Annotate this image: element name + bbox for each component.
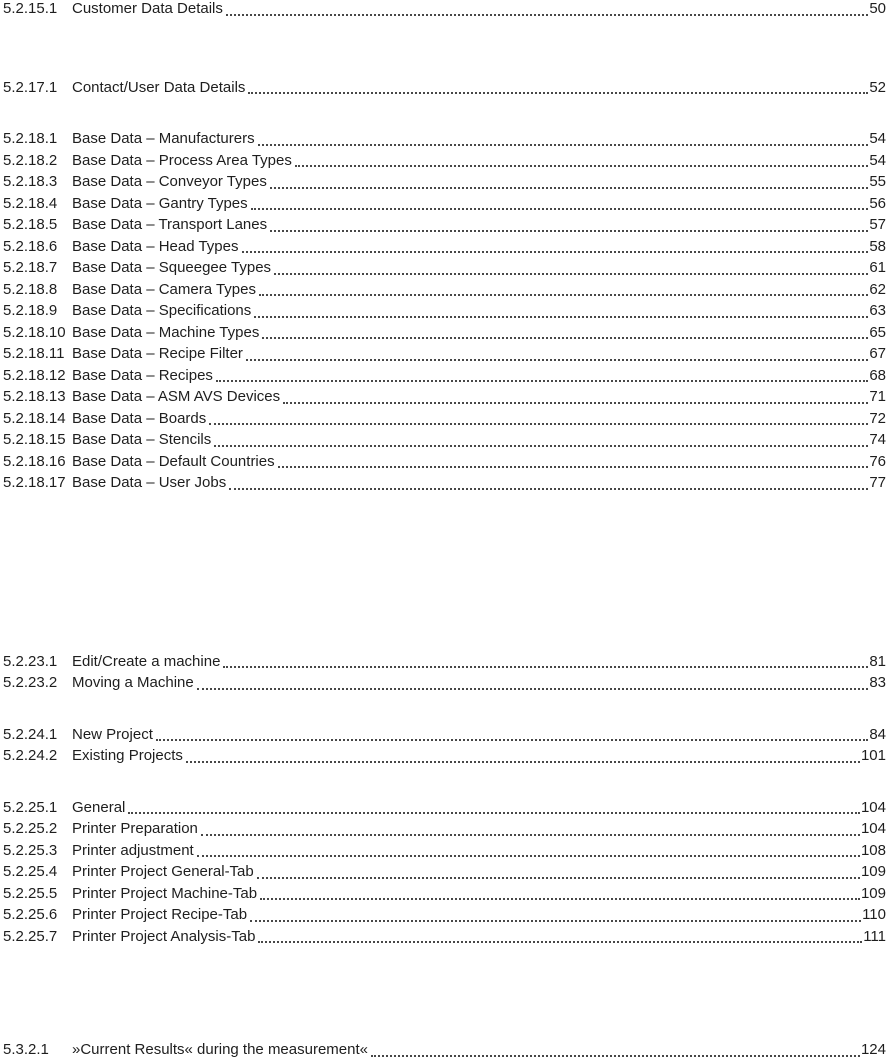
dot-leader — [270, 187, 868, 189]
toc-entry-page: 109 — [860, 863, 886, 880]
toc-entry-title: New Project — [72, 725, 153, 743]
toc-entry-page: 77 — [869, 474, 886, 491]
toc-entry-number: 5.2.18.17 — [3, 474, 66, 491]
dot-leader — [250, 920, 861, 922]
toc-entry-page: 62 — [869, 280, 886, 298]
toc-entry-title: Base Data – Machine Types — [72, 323, 260, 341]
toc-group — [3, 77, 886, 99]
dot-leader — [242, 251, 869, 253]
toc-entry[interactable] — [3, 797, 886, 819]
toc-entry-title: Edit/Create a machine — [72, 652, 221, 670]
dot-leader — [223, 666, 868, 668]
toc-entry-title: Base Data – Default Countries — [72, 452, 275, 470]
toc-entry-title: »Current Results« during the measurement« — [72, 1041, 368, 1058]
toc-entry-number: 5.2.18.13 — [3, 388, 66, 405]
toc-entry[interactable] — [3, 214, 886, 236]
toc-entry[interactable] — [3, 429, 886, 451]
toc-entry-page: 83 — [869, 674, 886, 691]
toc-entry[interactable] — [3, 745, 886, 767]
toc-entry[interactable] — [3, 236, 886, 258]
toc-entry-title: Printer Project General-Tab — [72, 863, 254, 880]
toc-entry[interactable] — [3, 77, 886, 99]
toc-entry-number: 5.2.18.10 — [3, 323, 66, 341]
toc-entry-number: 5.2.18.1 — [3, 130, 58, 147]
toc-entry-number: 5.2.25.1 — [3, 798, 58, 816]
toc-entry-title: Base Data – Stencils — [72, 431, 212, 448]
dot-leader — [295, 165, 868, 167]
dot-leader — [248, 92, 868, 94]
toc-entry-number: 5.2.25.2 — [3, 820, 58, 837]
toc-entry-page: 108 — [860, 841, 886, 859]
toc-entry-number: 5.2.18.5 — [3, 216, 58, 233]
toc-entry-page: 63 — [869, 302, 886, 319]
toc-entry[interactable] — [3, 1039, 886, 1061]
toc-group — [3, 1039, 886, 1061]
toc-entry[interactable] — [3, 171, 886, 193]
toc-entry-title: Base Data – Boards — [72, 409, 207, 427]
toc-entry-title: Base Data – Head Types — [72, 237, 239, 255]
toc-entry-number: 5.2.23.1 — [3, 652, 58, 670]
toc-entry-page: 110 — [862, 906, 886, 923]
toc-entry-page: 111 — [863, 927, 886, 945]
dot-leader — [270, 230, 868, 232]
dot-leader — [371, 1055, 860, 1057]
toc-entry-number: 5.2.18.9 — [3, 302, 58, 319]
toc-entry-title: Base Data – Specifications — [72, 302, 252, 319]
toc-entry-title: Base Data – Recipe Filter — [72, 345, 243, 362]
toc-entry-title: General — [72, 798, 126, 816]
toc-entry-title: Contact/User Data Details — [72, 78, 246, 96]
toc-entry[interactable] — [3, 343, 886, 365]
toc-entry-page: 61 — [869, 259, 886, 276]
toc-entry-number: 5.2.18.8 — [3, 280, 58, 298]
toc-entry[interactable] — [3, 926, 886, 948]
dot-leader — [214, 445, 868, 447]
toc-entry-page: 58 — [869, 237, 886, 255]
toc-entry-title: Printer Project Machine-Tab — [72, 884, 258, 902]
toc-entry-page: 109 — [860, 884, 886, 902]
toc-entry[interactable] — [3, 904, 886, 926]
dot-leader — [186, 761, 860, 763]
toc-entry-number: 5.2.25.7 — [3, 927, 58, 945]
toc-entry-title: Base Data – User Jobs — [72, 474, 227, 491]
dot-leader — [128, 812, 860, 814]
toc-entry-number: 5.2.18.3 — [3, 173, 58, 190]
toc-entry-title: Base Data – Recipes — [72, 366, 213, 384]
toc-entry-title: Printer adjustment — [72, 841, 194, 859]
toc-entry[interactable] — [3, 128, 886, 150]
toc-entry-page: 50 — [869, 0, 886, 17]
toc-entry-page: 54 — [869, 130, 886, 147]
toc-entry[interactable] — [3, 672, 886, 694]
dot-leader — [257, 877, 860, 879]
toc-entry-page: 52 — [869, 78, 886, 96]
dot-leader — [216, 380, 868, 382]
dot-leader — [226, 14, 868, 16]
toc-entry-page: 54 — [869, 151, 886, 169]
toc-entry[interactable] — [3, 861, 886, 883]
toc-entry-page: 124 — [860, 1041, 886, 1058]
toc-entry-number: 5.2.24.2 — [3, 747, 58, 764]
dot-leader — [278, 466, 869, 468]
toc-entry[interactable] — [3, 472, 886, 494]
dot-leader — [209, 423, 868, 425]
toc-entry-page: 67 — [869, 345, 886, 362]
toc-entry-number: 5.3.2.1 — [3, 1041, 49, 1058]
toc-entry[interactable] — [3, 257, 886, 279]
toc-entry-title: Printer Preparation — [72, 820, 198, 837]
toc-entry[interactable] — [3, 724, 886, 746]
toc-entry-page: 71 — [869, 388, 886, 405]
toc-entry-title: Printer Project Recipe-Tab — [72, 906, 248, 923]
dot-leader — [259, 294, 868, 296]
toc-entry[interactable] — [3, 451, 886, 473]
toc-entry-page: 104 — [860, 798, 886, 816]
toc-entry-title: Moving a Machine — [72, 674, 194, 691]
toc-entry-number: 5.2.18.6 — [3, 237, 58, 255]
toc-entry-number: 5.2.18.15 — [3, 431, 66, 448]
toc-group — [3, 651, 886, 694]
toc-entry-title: Existing Projects — [72, 747, 183, 764]
toc-entry-title: Printer Project Analysis-Tab — [72, 927, 256, 945]
dot-leader — [254, 316, 868, 318]
dot-leader — [156, 739, 868, 741]
toc-entry-page: 101 — [860, 747, 886, 764]
toc-entry[interactable] — [3, 408, 886, 430]
toc-entry-page: 81 — [869, 652, 886, 670]
dot-leader — [262, 337, 868, 339]
toc-entry-number: 5.2.17.1 — [3, 78, 58, 96]
dot-leader — [258, 144, 869, 146]
toc-entry[interactable] — [3, 193, 886, 215]
toc-entry-page: 65 — [869, 323, 886, 341]
toc-entry-title: Customer Data Details — [72, 0, 223, 17]
toc-entry-number: 5.2.24.1 — [3, 725, 58, 743]
toc-entry-page: 55 — [869, 173, 886, 190]
toc-entry[interactable] — [3, 365, 886, 387]
toc-entry[interactable] — [3, 883, 886, 905]
toc-entry-number: 5.2.25.6 — [3, 906, 58, 923]
toc-entry-number: 5.2.25.3 — [3, 841, 58, 859]
toc-entry-page: 68 — [869, 366, 886, 384]
toc-group — [3, 0, 886, 20]
toc-entry-page: 56 — [869, 194, 886, 212]
toc-group — [3, 128, 886, 494]
toc-entry-number: 5.2.18.2 — [3, 151, 58, 169]
toc-entry[interactable] — [3, 322, 886, 344]
toc-entry-number: 5.2.25.5 — [3, 884, 58, 902]
dot-leader — [197, 688, 869, 690]
toc-entry-title: Base Data – Squeegee Types — [72, 259, 272, 276]
toc-entry-page: 84 — [869, 725, 886, 743]
toc-group — [3, 797, 886, 948]
toc-entry-page: 57 — [869, 216, 886, 233]
dot-leader — [260, 898, 860, 900]
toc-entry[interactable] — [3, 300, 886, 322]
toc-entry-number: 5.2.18.16 — [3, 452, 66, 470]
toc-entry[interactable] — [3, 386, 886, 408]
toc-entry-title: Base Data – Conveyor Types — [72, 173, 267, 190]
toc-entry-title: Base Data – ASM AVS Devices — [72, 388, 281, 405]
toc-entry-number: 5.2.15.1 — [3, 0, 58, 17]
toc-entry[interactable] — [3, 651, 886, 673]
toc-entry-number: 5.2.18.12 — [3, 366, 66, 384]
dot-leader — [251, 208, 869, 210]
dot-leader — [283, 402, 868, 404]
toc-entry-title: Base Data – Gantry Types — [72, 194, 248, 212]
toc-entry-page: 76 — [869, 452, 886, 470]
toc-group — [3, 724, 886, 767]
toc-entry-number: 5.2.18.14 — [3, 409, 66, 427]
toc-entry-title: Base Data – Camera Types — [72, 280, 256, 298]
toc-entry[interactable] — [3, 840, 886, 862]
toc-entry-page: 72 — [869, 409, 886, 427]
dot-leader — [229, 488, 868, 490]
toc-entry[interactable] — [3, 818, 886, 840]
dot-leader — [274, 273, 868, 275]
toc-entry-title: Base Data – Process Area Types — [72, 151, 292, 169]
toc-entry-number: 5.2.18.4 — [3, 194, 58, 212]
toc-entry[interactable] — [3, 0, 886, 20]
toc-entry-page: 74 — [869, 431, 886, 448]
dot-leader — [201, 834, 860, 836]
toc-entry-number: 5.2.18.11 — [3, 345, 65, 362]
toc-entry-number: 5.2.25.4 — [3, 863, 58, 880]
toc-entry-title: Base Data – Transport Lanes — [72, 216, 268, 233]
dot-leader — [246, 359, 868, 361]
dot-leader — [258, 941, 862, 943]
toc-entry[interactable] — [3, 279, 886, 301]
toc-entry[interactable] — [3, 150, 886, 172]
toc-entry-number: 5.2.18.7 — [3, 259, 58, 276]
dot-leader — [197, 855, 860, 857]
toc-entry-page: 104 — [860, 820, 886, 837]
toc-entry-number: 5.2.23.2 — [3, 674, 58, 691]
toc-entry-title: Base Data – Manufacturers — [72, 130, 255, 147]
